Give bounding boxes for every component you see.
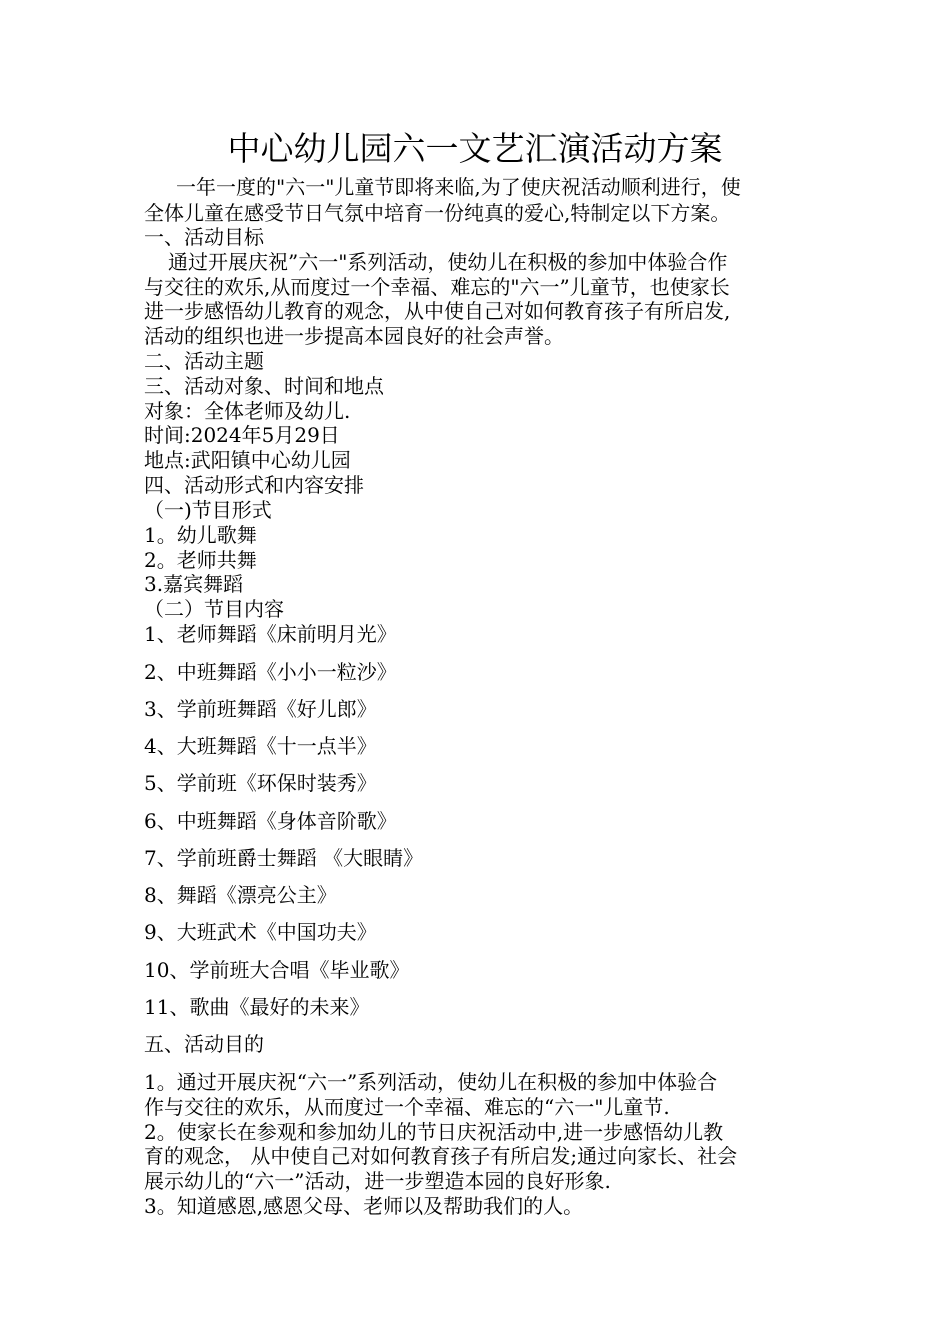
section1-line-3: 进一步感悟幼儿教育的观念，从中使自己对如何教育孩子有所启发, bbox=[144, 299, 731, 323]
purpose-line: 1。通过开展庆祝“六一”系列活动，使幼儿在积极的参加中体验合 bbox=[144, 1070, 718, 1094]
program-item: 5、学前班《环保时装秀》 bbox=[144, 771, 377, 795]
program-item: 6、中班舞蹈《身体音阶歌》 bbox=[144, 809, 397, 833]
program-item: 10、学前班大合唱《毕业歌》 bbox=[144, 958, 410, 982]
section1-heading: 一、活动目标 bbox=[144, 225, 264, 249]
program-item: 9、大班武术《中国功夫》 bbox=[144, 920, 377, 944]
event-target: 对象：全体老师及幼儿. bbox=[144, 399, 351, 423]
intro-line-1: 一年一度的"六一"儿童节即将来临,为了使庆祝活动顺利进行，使 bbox=[176, 175, 741, 199]
intro-line-2: 全体儿童在感受节日气氛中培育一份纯真的爱心,特制定以下方案。 bbox=[144, 201, 731, 225]
form-item: 2。老师共舞 bbox=[144, 548, 257, 572]
purpose-line: 作与交往的欢乐，从而度过一个幸福、难忘的“六一"儿童节. bbox=[144, 1095, 670, 1119]
program-item: 8、舞蹈《漂亮公主》 bbox=[144, 883, 337, 907]
program-item: 2、中班舞蹈《小小一粒沙》 bbox=[144, 660, 397, 684]
purpose-line: 育的观念， 从中使自己对如何教育孩子有所启发;通过向家长、社会 bbox=[144, 1144, 738, 1168]
section5-heading: 五、活动目的 bbox=[144, 1032, 264, 1056]
section1-line-1: 通过开展庆祝”六一"系列活动，使幼儿在积极的参加中体验合作 bbox=[168, 250, 728, 274]
purpose-line: 展示幼儿的“六一”活动，进一步塑造本园的良好形象. bbox=[144, 1169, 611, 1193]
content-heading: （二）节目内容 bbox=[144, 597, 284, 621]
section4-heading: 四、活动形式和内容安排 bbox=[144, 473, 364, 497]
program-item: 7、学前班爵士舞蹈 《大眼睛》 bbox=[144, 846, 424, 870]
program-item: 1、老师舞蹈《床前明月光》 bbox=[144, 622, 397, 646]
form-item: 3.嘉宾舞蹈 bbox=[144, 572, 244, 596]
program-item: 3、学前班舞蹈《好儿郎》 bbox=[144, 697, 377, 721]
event-time: 时间:2024年5月29日 bbox=[144, 423, 340, 447]
purpose-line: 2。使家长在参观和参加幼儿的节日庆祝活动中,进一步感悟幼儿教 bbox=[144, 1120, 724, 1144]
event-place: 地点:武阳镇中心幼儿园 bbox=[144, 448, 351, 472]
section3-heading: 三、活动对象、时间和地点 bbox=[144, 374, 384, 398]
section1-line-2: 与交往的欢乐,从而度过一个幸福、难忘的"六一”儿童节，也使家长 bbox=[144, 275, 730, 299]
form-item: 1。幼儿歌舞 bbox=[144, 523, 257, 547]
purpose-line: 3。知道感恩,感恩父母、老师以及帮助我们的人。 bbox=[144, 1194, 584, 1218]
section2-heading: 二、活动主题 bbox=[144, 349, 264, 373]
forms-heading: （一)节目形式 bbox=[144, 498, 272, 522]
program-item: 11、歌曲《最好的未来》 bbox=[144, 995, 370, 1019]
section1-line-4: 活动的组织也进一步提高本园良好的社会声誉。 bbox=[144, 324, 564, 348]
document-title: 中心幼儿园六一文艺汇演活动方案 bbox=[227, 129, 723, 168]
program-item: 4、大班舞蹈《十一点半》 bbox=[144, 734, 377, 758]
